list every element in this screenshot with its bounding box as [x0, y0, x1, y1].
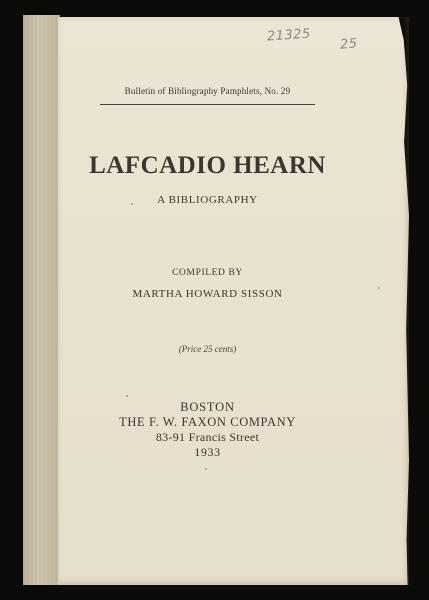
publication-year: 1933	[194, 445, 221, 459]
book-subtitle: A BIBLIOGRAPHY	[157, 194, 258, 206]
price-note: (Price 25 cents)	[178, 344, 237, 354]
pencil-note-price: 25	[339, 36, 359, 53]
series-line: Bulletin of Bibliography Pamphlets, No. 29	[124, 86, 291, 96]
author-name: MARTHA HOWARD SISSON	[132, 288, 283, 300]
series-rule	[100, 104, 315, 105]
pencil-note-accession: 21325	[266, 26, 312, 45]
publisher-city: BOSTON	[180, 400, 235, 414]
pamphlet-cover	[58, 17, 409, 585]
book-title: LAFCADIO HEARN	[89, 152, 326, 179]
publisher-name: THE F. W. FAXON COMPANY	[119, 415, 296, 429]
cloth-spine	[23, 15, 60, 585]
paper-speck	[126, 395, 128, 397]
compiled-by-label: COMPILED BY	[172, 268, 243, 278]
publisher-address: 83-91 Francis Street	[155, 430, 260, 444]
paper-speck	[378, 287, 380, 289]
paper-speck	[131, 203, 133, 205]
paper-speck	[205, 468, 207, 470]
